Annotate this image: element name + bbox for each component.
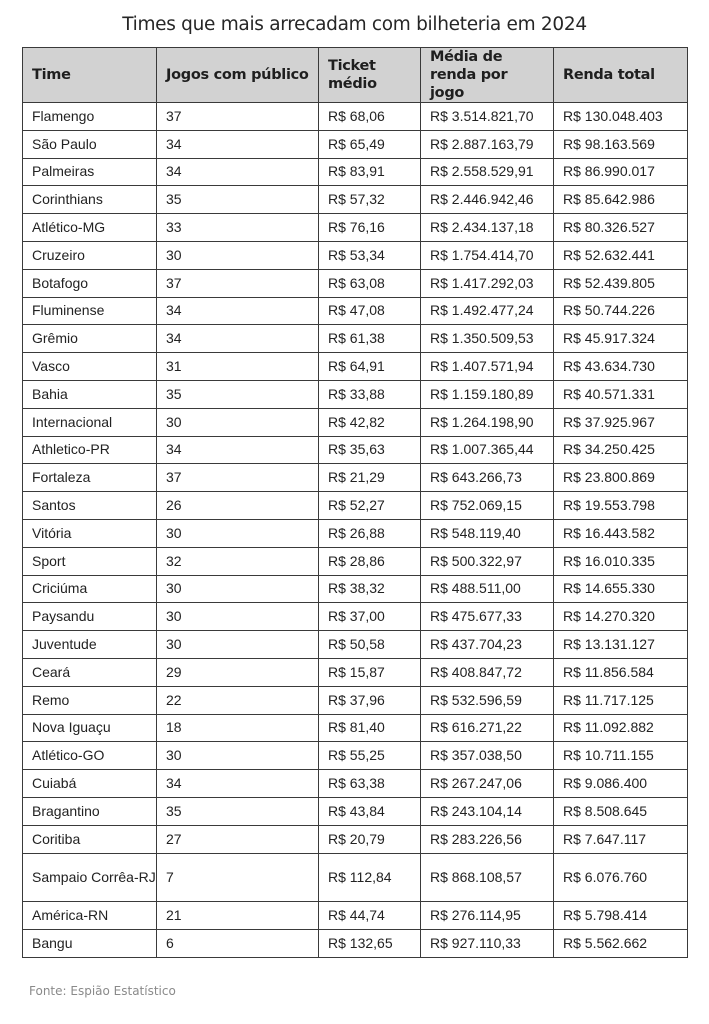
cell-avg-ticket: R$ 63,08 [319, 269, 421, 297]
cell-team: Cruzeiro [23, 241, 157, 269]
table-row [23, 241, 688, 269]
cell-total-revenue: R$ 50.744.226 [554, 297, 688, 325]
table-row [23, 770, 688, 798]
cell-avg-ticket: R$ 35,63 [319, 436, 421, 464]
cell-total-revenue: R$ 52.439.805 [554, 269, 688, 297]
cell-avg-revenue: R$ 752.069,15 [421, 492, 554, 520]
cell-avg-ticket: R$ 112,84 [319, 853, 421, 902]
cell-total-revenue: R$ 34.250.425 [554, 436, 688, 464]
table-row [23, 519, 688, 547]
table-row [23, 686, 688, 714]
table-row [23, 297, 688, 325]
table-row [23, 464, 688, 492]
cell-avg-ticket: R$ 15,87 [319, 658, 421, 686]
cell-avg-ticket: R$ 33,88 [319, 380, 421, 408]
table-row [23, 492, 688, 520]
cell-avg-ticket: R$ 42,82 [319, 408, 421, 436]
table-row [23, 380, 688, 408]
table-row [23, 547, 688, 575]
cell-avg-revenue: R$ 1.754.414,70 [421, 241, 554, 269]
cell-avg-ticket: R$ 55,25 [319, 742, 421, 770]
source-note: Fonte: Espião Estatístico [29, 984, 176, 998]
cell-avg-revenue: R$ 243.104,14 [421, 797, 554, 825]
table-row [23, 853, 688, 902]
cell-total-revenue: R$ 10.711.155 [554, 742, 688, 770]
cell-avg-revenue: R$ 1.417.292,03 [421, 269, 554, 297]
cell-games: 37 [157, 464, 319, 492]
cell-games: 34 [157, 436, 319, 464]
cell-total-revenue: R$ 37.925.967 [554, 408, 688, 436]
header-time: Time [23, 48, 157, 103]
cell-games: 30 [157, 603, 319, 631]
table-row [23, 575, 688, 603]
cell-total-revenue: R$ 45.917.324 [554, 325, 688, 353]
cell-team: Internacional [23, 408, 157, 436]
cell-avg-revenue: R$ 276.114,95 [421, 902, 554, 930]
cell-team: Remo [23, 686, 157, 714]
revenue-table [22, 47, 688, 958]
cell-games: 30 [157, 631, 319, 659]
cell-total-revenue: R$ 16.443.582 [554, 519, 688, 547]
cell-games: 7 [157, 853, 319, 902]
cell-team: Paysandu [23, 603, 157, 631]
cell-games: 35 [157, 380, 319, 408]
cell-total-revenue: R$ 11.092.882 [554, 714, 688, 742]
table-row [23, 742, 688, 770]
cell-avg-revenue: R$ 2.558.529,91 [421, 158, 554, 186]
table-row [23, 825, 688, 853]
cell-total-revenue: R$ 9.086.400 [554, 770, 688, 798]
cell-team: Cuiabá [23, 770, 157, 798]
cell-games: 35 [157, 797, 319, 825]
cell-avg-revenue: R$ 1.159.180,89 [421, 380, 554, 408]
cell-games: 26 [157, 492, 319, 520]
cell-avg-revenue: R$ 868.108,57 [421, 853, 554, 902]
cell-games: 30 [157, 575, 319, 603]
table-row [23, 186, 688, 214]
cell-total-revenue: R$ 5.562.662 [554, 929, 688, 957]
cell-team: Athletico-PR [23, 436, 157, 464]
cell-team: Bahia [23, 380, 157, 408]
cell-team: Botafogo [23, 269, 157, 297]
cell-avg-ticket: R$ 53,34 [319, 241, 421, 269]
cell-games: 30 [157, 241, 319, 269]
cell-avg-ticket: R$ 37,96 [319, 686, 421, 714]
cell-avg-revenue: R$ 2.887.163,79 [421, 130, 554, 158]
cell-team: Vitória [23, 519, 157, 547]
cell-avg-revenue: R$ 2.446.942,46 [421, 186, 554, 214]
table-row [23, 214, 688, 242]
cell-games: 30 [157, 408, 319, 436]
table-row [23, 658, 688, 686]
cell-total-revenue: R$ 86.990.017 [554, 158, 688, 186]
cell-total-revenue: R$ 23.800.869 [554, 464, 688, 492]
cell-team: Fortaleza [23, 464, 157, 492]
cell-avg-ticket: R$ 64,91 [319, 353, 421, 381]
header-total-revenue: Renda total [554, 48, 688, 103]
cell-games: 34 [157, 158, 319, 186]
cell-games: 34 [157, 297, 319, 325]
cell-games: 6 [157, 929, 319, 957]
cell-team: Flamengo [23, 103, 157, 131]
cell-avg-revenue: R$ 1.007.365,44 [421, 436, 554, 464]
cell-team: Bragantino [23, 797, 157, 825]
cell-games: 22 [157, 686, 319, 714]
cell-team: Palmeiras [23, 158, 157, 186]
table-row [23, 158, 688, 186]
cell-team: São Paulo [23, 130, 157, 158]
table-row [23, 714, 688, 742]
cell-avg-revenue: R$ 1.407.571,94 [421, 353, 554, 381]
cell-avg-revenue: R$ 532.596,59 [421, 686, 554, 714]
table-row [23, 902, 688, 930]
header-avg-ticket: Ticket médio [319, 48, 421, 103]
cell-avg-ticket: R$ 44,74 [319, 902, 421, 930]
table-row [23, 325, 688, 353]
cell-total-revenue: R$ 8.508.645 [554, 797, 688, 825]
cell-avg-ticket: R$ 63,38 [319, 770, 421, 798]
cell-avg-ticket: R$ 47,08 [319, 297, 421, 325]
cell-games: 27 [157, 825, 319, 853]
cell-avg-revenue: R$ 357.038,50 [421, 742, 554, 770]
cell-team: Grêmio [23, 325, 157, 353]
cell-avg-revenue: R$ 500.322,97 [421, 547, 554, 575]
cell-avg-ticket: R$ 43,84 [319, 797, 421, 825]
table-row [23, 436, 688, 464]
cell-games: 29 [157, 658, 319, 686]
table-row [23, 103, 688, 131]
cell-total-revenue: R$ 98.163.569 [554, 130, 688, 158]
header-games: Jogos com público [157, 48, 319, 103]
cell-total-revenue: R$ 14.270.320 [554, 603, 688, 631]
cell-avg-ticket: R$ 65,49 [319, 130, 421, 158]
cell-games: 31 [157, 353, 319, 381]
table-row [23, 929, 688, 957]
cell-avg-ticket: R$ 68,06 [319, 103, 421, 131]
cell-games: 34 [157, 130, 319, 158]
cell-avg-revenue: R$ 488.511,00 [421, 575, 554, 603]
cell-total-revenue: R$ 5.798.414 [554, 902, 688, 930]
cell-avg-revenue: R$ 643.266,73 [421, 464, 554, 492]
cell-team: América-RN [23, 902, 157, 930]
cell-avg-ticket: R$ 26,88 [319, 519, 421, 547]
cell-team: Sport [23, 547, 157, 575]
cell-games: 37 [157, 269, 319, 297]
cell-avg-revenue: R$ 267.247,06 [421, 770, 554, 798]
cell-total-revenue: R$ 130.048.403 [554, 103, 688, 131]
cell-avg-ticket: R$ 50,58 [319, 631, 421, 659]
cell-games: 34 [157, 325, 319, 353]
cell-avg-ticket: R$ 21,29 [319, 464, 421, 492]
cell-avg-ticket: R$ 37,00 [319, 603, 421, 631]
cell-team: Corinthians [23, 186, 157, 214]
table-row [23, 130, 688, 158]
cell-total-revenue: R$ 43.634.730 [554, 353, 688, 381]
cell-team: Santos [23, 492, 157, 520]
cell-avg-revenue: R$ 927.110,33 [421, 929, 554, 957]
cell-avg-ticket: R$ 81,40 [319, 714, 421, 742]
cell-avg-revenue: R$ 437.704,23 [421, 631, 554, 659]
cell-avg-ticket: R$ 20,79 [319, 825, 421, 853]
cell-avg-revenue: R$ 475.677,33 [421, 603, 554, 631]
cell-avg-revenue: R$ 1.492.477,24 [421, 297, 554, 325]
cell-total-revenue: R$ 14.655.330 [554, 575, 688, 603]
table-header-row [23, 48, 688, 103]
cell-games: 18 [157, 714, 319, 742]
table-row [23, 797, 688, 825]
cell-team: Vasco [23, 353, 157, 381]
cell-total-revenue: R$ 80.326.527 [554, 214, 688, 242]
cell-team: Juventude [23, 631, 157, 659]
cell-team: Ceará [23, 658, 157, 686]
cell-team: Sampaio Corrêa-RJ [23, 853, 157, 902]
cell-games: 32 [157, 547, 319, 575]
cell-avg-revenue: R$ 283.226,56 [421, 825, 554, 853]
cell-avg-ticket: R$ 28,86 [319, 547, 421, 575]
cell-total-revenue: R$ 11.856.584 [554, 658, 688, 686]
cell-games: 30 [157, 519, 319, 547]
cell-avg-ticket: R$ 52,27 [319, 492, 421, 520]
cell-avg-ticket: R$ 38,32 [319, 575, 421, 603]
cell-team: Atlético-MG [23, 214, 157, 242]
page-title: Times que mais arrecadam com bilheteria em 2024 [122, 14, 587, 35]
cell-team: Coritiba [23, 825, 157, 853]
cell-avg-revenue: R$ 2.434.137,18 [421, 214, 554, 242]
cell-avg-revenue: R$ 1.350.509,53 [421, 325, 554, 353]
header-avg-revenue: Média de renda por jogo [421, 48, 554, 103]
cell-avg-ticket: R$ 132,65 [319, 929, 421, 957]
cell-avg-revenue: R$ 548.119,40 [421, 519, 554, 547]
table-row [23, 269, 688, 297]
cell-games: 30 [157, 742, 319, 770]
cell-total-revenue: R$ 7.647.117 [554, 825, 688, 853]
cell-avg-revenue: R$ 1.264.198,90 [421, 408, 554, 436]
cell-avg-ticket: R$ 76,16 [319, 214, 421, 242]
cell-total-revenue: R$ 85.642.986 [554, 186, 688, 214]
cell-avg-ticket: R$ 57,32 [319, 186, 421, 214]
cell-games: 37 [157, 103, 319, 131]
table-body [23, 103, 688, 958]
cell-team: Atlético-GO [23, 742, 157, 770]
table-row [23, 353, 688, 381]
table-row [23, 408, 688, 436]
cell-total-revenue: R$ 40.571.331 [554, 380, 688, 408]
cell-team: Fluminense [23, 297, 157, 325]
cell-team: Criciúma [23, 575, 157, 603]
cell-total-revenue: R$ 11.717.125 [554, 686, 688, 714]
cell-total-revenue: R$ 6.076.760 [554, 853, 688, 902]
cell-team: Bangu [23, 929, 157, 957]
table-row [23, 603, 688, 631]
cell-games: 34 [157, 770, 319, 798]
cell-avg-ticket: R$ 83,91 [319, 158, 421, 186]
cell-games: 21 [157, 902, 319, 930]
cell-games: 35 [157, 186, 319, 214]
cell-games: 33 [157, 214, 319, 242]
table-row [23, 631, 688, 659]
cell-total-revenue: R$ 13.131.127 [554, 631, 688, 659]
cell-avg-revenue: R$ 3.514.821,70 [421, 103, 554, 131]
cell-team: Nova Iguaçu [23, 714, 157, 742]
cell-avg-revenue: R$ 408.847,72 [421, 658, 554, 686]
cell-total-revenue: R$ 19.553.798 [554, 492, 688, 520]
cell-total-revenue: R$ 52.632.441 [554, 241, 688, 269]
cell-total-revenue: R$ 16.010.335 [554, 547, 688, 575]
cell-avg-revenue: R$ 616.271,22 [421, 714, 554, 742]
cell-avg-ticket: R$ 61,38 [319, 325, 421, 353]
